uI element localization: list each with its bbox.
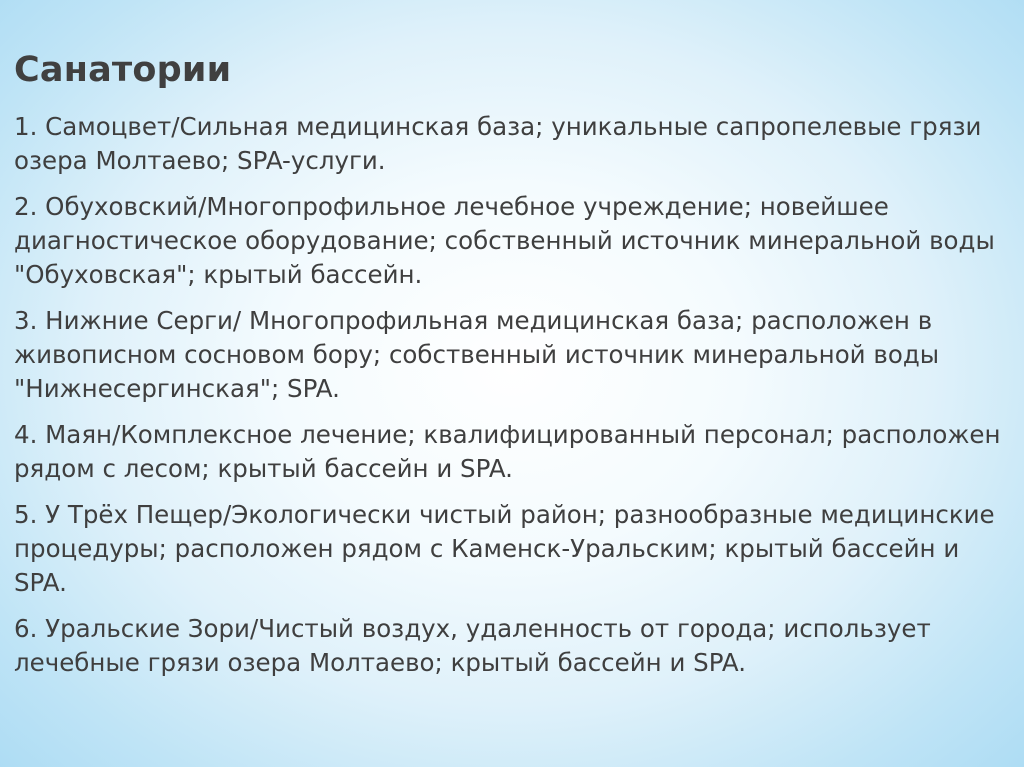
list-item-4: 4. Маян/Комплексное лечение; квалифицированный персонал; расположен рядом с лесом; крытый бассейн и SPA. [14,420,1001,483]
list-item-1: 1. Самоцвет/Сильная медицинская база; уникальные сапропелевые грязи озера Молтаево; SPA-услуги. [14,112,982,175]
slide-title: Санатории [14,50,232,90]
slide-body [14,110,1018,692]
list-item-5: 5. У Трёх Пещер/Экологически чистый район; разнообразные медицинские процедуры; расположен рядом с Каменск-Уральским; крытый бассейн и SPA. [14,500,995,597]
list-item-2: 2. Обуховский/Многопрофильное лечебное учреждение; новейшее диагностическое оборудование; собственный источник минеральной воды "Обуховская"; крытый бассейн. [14,192,995,289]
list-item-6: 6. Уральские Зори/Чистый воздух, удаленность от города; использует лечебные грязи озера Молтаево; крытый бассейн и SPA. [14,614,931,677]
list-item-3: 3. Нижние Серги/ Многопрофильная медицинская база; расположен в живописном сосновом бору; собственный источник минеральной воды "Нижнесергинская"; SPA. [14,306,940,403]
